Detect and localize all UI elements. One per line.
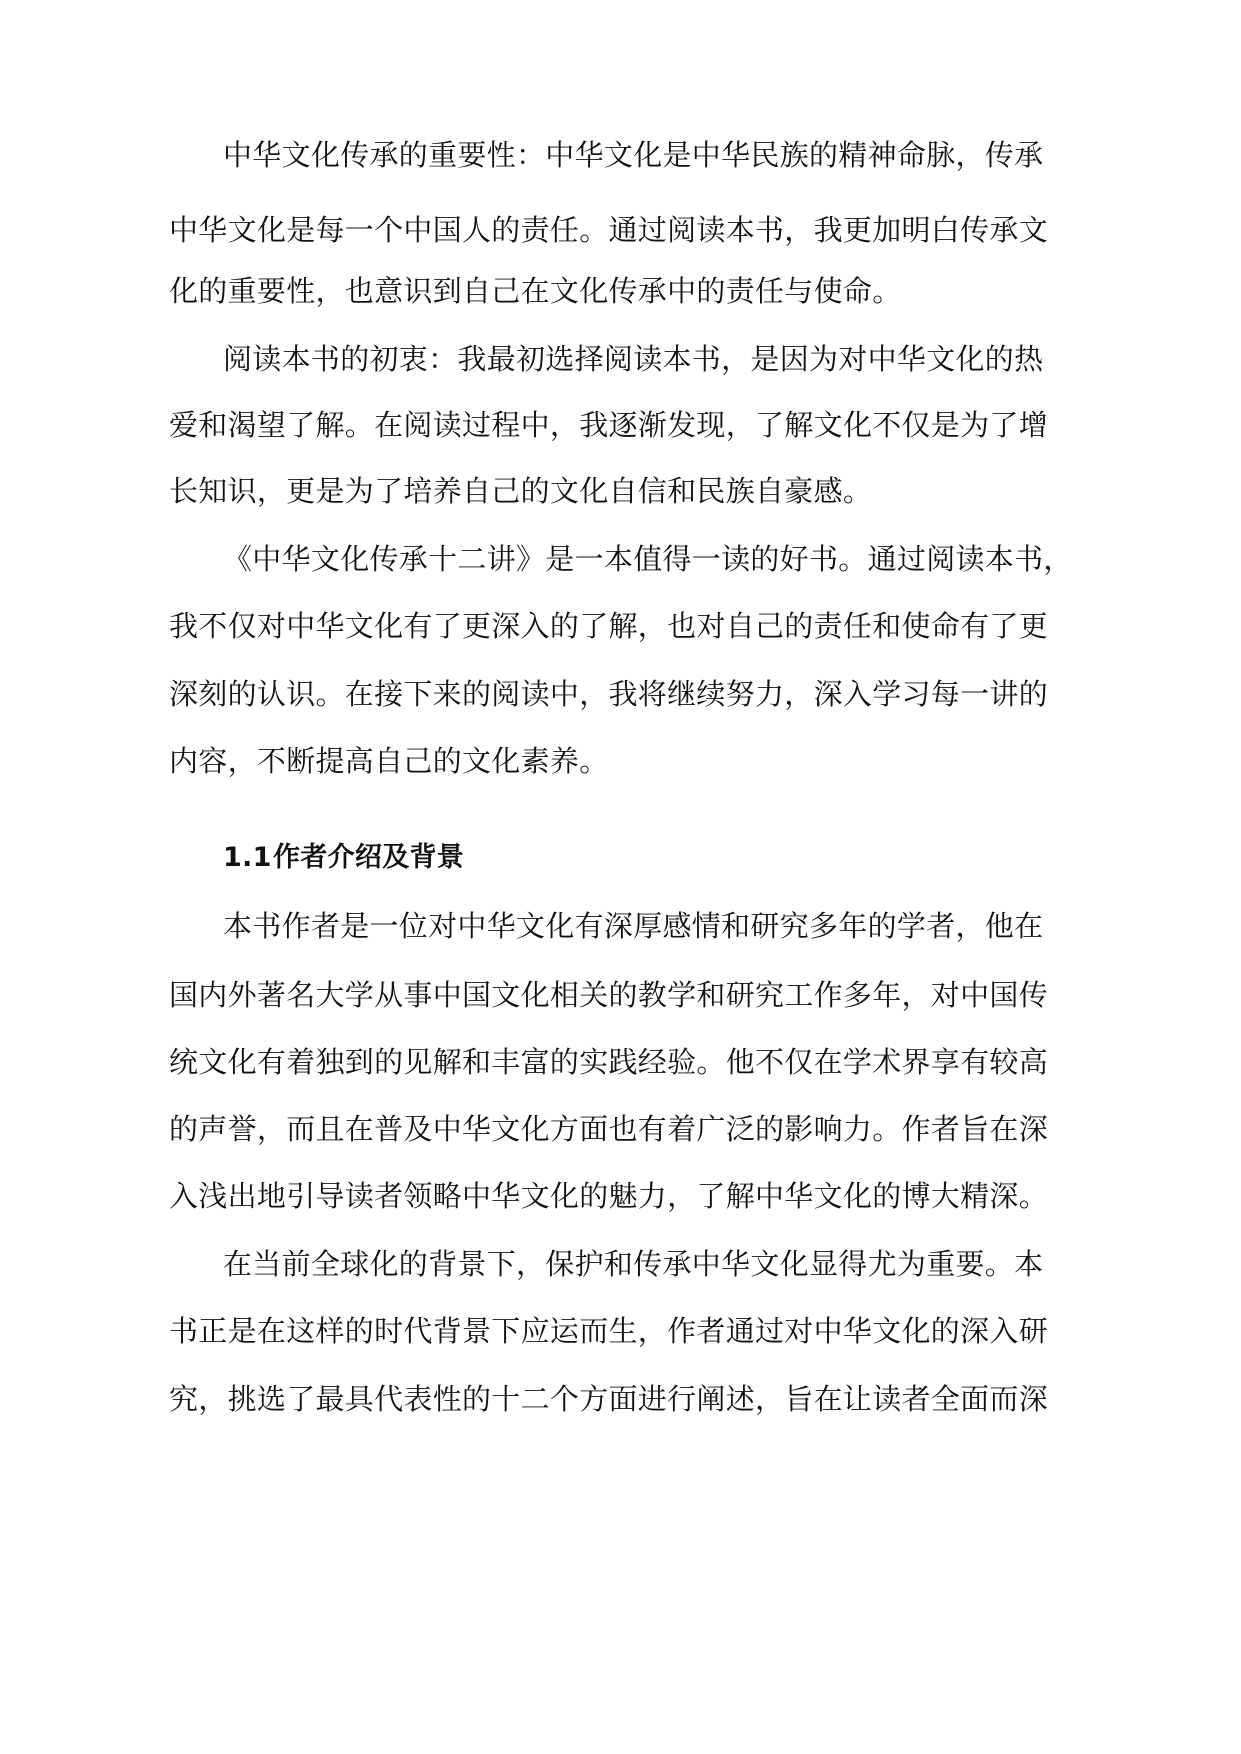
- paragraph-line: [0, 530, 1241, 588]
- text-line: 《中华文化传承十二讲》是一本值得一读的好书。通过阅读本书，: [223, 542, 1073, 576]
- text-line: 在当前全球化的背景下，保护和传承中华文化显得尤为重要。本: [223, 1247, 1044, 1281]
- paragraph-line: [0, 462, 1241, 520]
- paragraph-line: [0, 1235, 1241, 1293]
- section-heading: [0, 829, 1241, 887]
- paragraph-line: [0, 396, 1241, 454]
- text-line: 书正是在这样的时代背景下应运而生，作者通过对中华文化的深入研: [169, 1314, 1049, 1348]
- text-line: 中华文化是每一个中国人的责任。通过阅读本书，我更加明白传承文: [169, 213, 1049, 247]
- text-line: 内容，不断提高自己的文化素养。: [169, 744, 609, 778]
- text-line: 入浅出地引导读者领略中华文化的魅力，了解中华文化的博大精深。: [169, 1179, 1049, 1213]
- section-title: 作者介绍及背景: [273, 842, 465, 873]
- paragraph-line: [0, 1100, 1241, 1158]
- text-line: 的声誉，而且在普及中华文化方面也有着广泛的影响力。作者旨在深: [169, 1112, 1049, 1146]
- text-line: 长知识，更是为了培养自己的文化自信和民族自豪感。: [169, 474, 873, 508]
- paragraph-line: [0, 1167, 1241, 1225]
- text-line: 统文化有着独到的见解和丰富的实践经验。他不仅在学术界享有较高: [169, 1045, 1049, 1079]
- paragraph-line: [0, 1302, 1241, 1360]
- paragraph-line: [0, 665, 1241, 723]
- text-line: 中华文化传承的重要性：中华文化是中华民族的精神命脉，传承: [223, 138, 1044, 172]
- paragraph-line: [0, 330, 1241, 388]
- text-line: 本书作者是一位对中华文化有深厚感情和研究多年的学者，他在: [223, 909, 1044, 943]
- paragraph-line: [0, 1370, 1241, 1428]
- text-line: 究，挑选了最具代表性的十二个方面进行阐述，旨在让读者全面而深: [169, 1382, 1049, 1416]
- paragraph-line: [0, 262, 1241, 320]
- paragraph-line: [0, 126, 1241, 184]
- text-line: 阅读本书的初衷：我最初选择阅读本书，是因为对中华文化的热: [223, 342, 1044, 376]
- paragraph-line: [0, 201, 1241, 259]
- text-line: 化的重要性，也意识到自己在文化传承中的责任与使命。: [169, 274, 902, 308]
- section-number: 1.1: [223, 842, 272, 873]
- paragraph-line: [0, 897, 1241, 955]
- paragraph-line: [0, 966, 1241, 1024]
- text-line: 深刻的认识。在接下来的阅读中，我将继续努力，深入学习每一讲的: [169, 677, 1049, 711]
- paragraph-line: [0, 597, 1241, 655]
- text-line: 我不仅对中华文化有了更深入的了解，也对自己的责任和使命有了更: [169, 609, 1049, 643]
- text-line: 国内外著名大学从事中国文化相关的教学和研究工作多年，对中国传: [169, 978, 1049, 1012]
- text-line: 爱和渴望了解。在阅读过程中，我逐渐发现，了解文化不仅是为了增: [169, 408, 1049, 442]
- paragraph-line: [0, 732, 1241, 790]
- paragraph-line: [0, 1033, 1241, 1091]
